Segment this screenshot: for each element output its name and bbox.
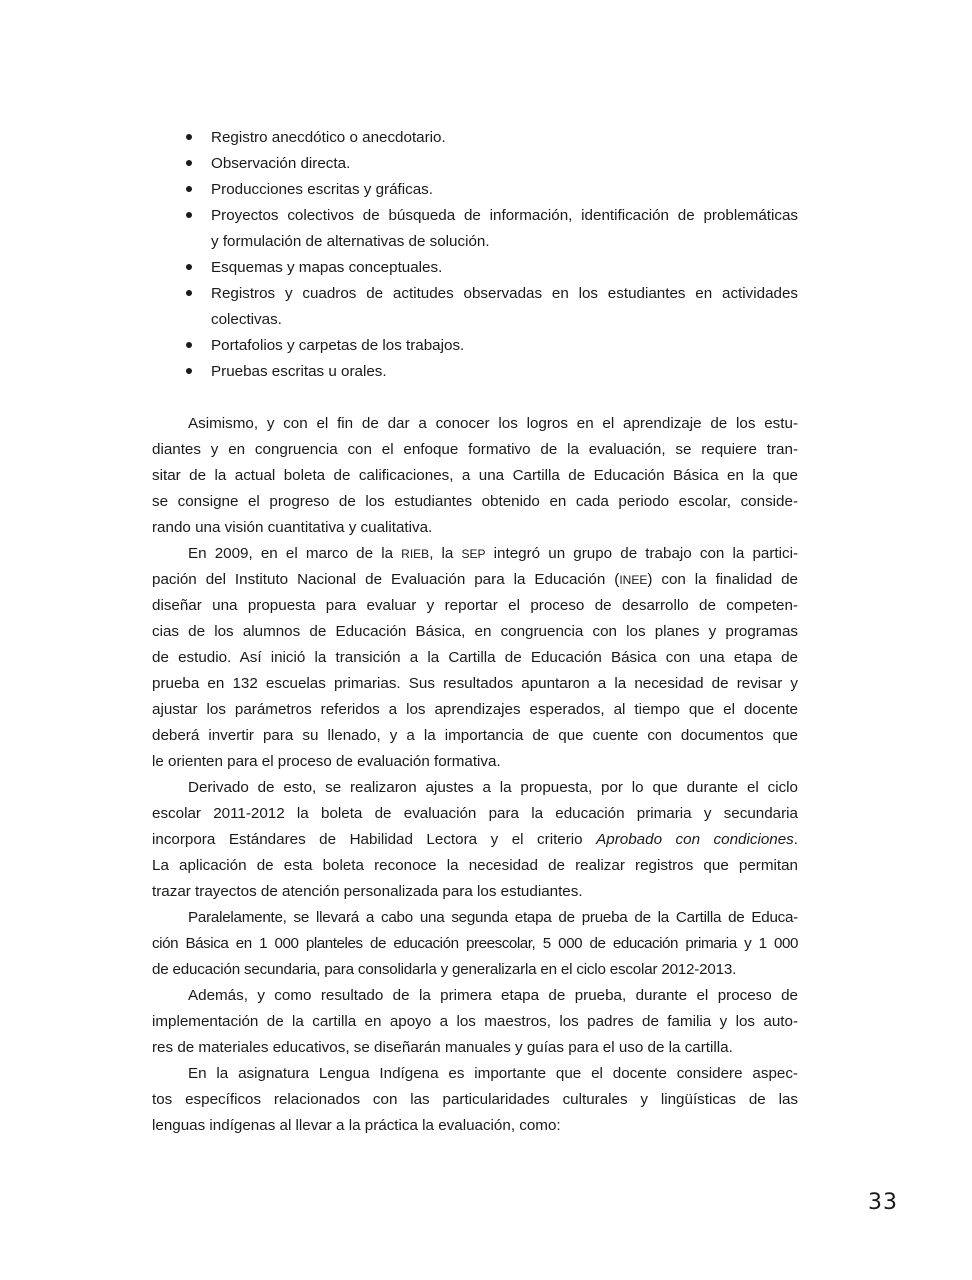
abbreviation-sep: SEP (461, 547, 486, 561)
list-item-text: Pruebas escritas u orales. (211, 363, 387, 380)
bullet-icon (186, 186, 192, 192)
text-line: rando una visión cuantitativa y cualitativa. (152, 519, 433, 536)
bullet-icon (186, 212, 192, 218)
text-line: La aplicación de esta boleta reconoce la necesidad de realizar registros que permitan (152, 857, 798, 874)
text-line (152, 827, 798, 853)
body-text (152, 411, 798, 1139)
text-run: En 2009, en el marco de la (188, 545, 402, 562)
text-run: . (793, 831, 798, 848)
paragraph-ajustes (152, 775, 798, 905)
list-item-text: y formulación de alternativas de solución. (211, 233, 490, 250)
paragraph-2009-rieb (152, 541, 798, 775)
list-item (186, 151, 798, 177)
text-line: En la asignatura Lengua Indígena es importante que el docente considere aspec- (188, 1065, 798, 1082)
abbreviation-rieb: RIEB (401, 547, 430, 561)
text-line: trazar trayectos de atención personalizada para los estudiantes. (152, 883, 583, 900)
bullet-icon (186, 342, 192, 348)
list-item (186, 359, 798, 385)
text-line: escolar 2011-2012 la boleta de evaluación para la educación primaria y secundaria (152, 805, 798, 822)
abbreviation-inee: INEE (619, 573, 648, 587)
text-line: ción Básica en 1 000 planteles de educación preescolar, 5 000 de educación primaria y 1 000 (152, 935, 798, 952)
text-line: implementación de la cartilla en apoyo a los maestros, los padres de familia y los auto- (152, 1013, 798, 1030)
text-run: , la (429, 545, 462, 562)
text-run: incorpora Estándares de Habilidad Lectora y el criterio (152, 831, 597, 848)
text-line: ajustar los parámetros referidos a los aprendizajes esperados, al tiempo que el docente (152, 701, 798, 718)
paragraph-manuales (152, 983, 798, 1061)
text-run: integró un grupo de trabajo con la partici- (485, 545, 799, 562)
text-line: de estudio. Así inició la transición a la Cartilla de Educación Básica con una etapa de (152, 649, 798, 666)
list-item (186, 177, 798, 203)
bullet-icon (186, 160, 192, 166)
paragraph-segunda-etapa (152, 905, 798, 983)
text-line: Paralelamente, se llevará a cabo una segunda etapa de prueba de la Cartilla de Educa- (188, 909, 798, 926)
text-line: cias de los alumnos de Educación Básica, en congruencia con los planes y programas (152, 623, 798, 640)
list-item-text: Registro anecdótico o anecdotario. (211, 129, 446, 146)
text-run: ) con la finalidad de (647, 571, 799, 588)
text-line: diseñar una propuesta para evaluar y reportar el proceso de desarrollo de competen- (152, 597, 798, 614)
bullet-icon (186, 368, 192, 374)
text-run: pación del Instituto Nacional de Evaluación para la Educación ( (152, 571, 620, 588)
text-line: res de materiales educativos, se diseñarán manuales y guías para el uso de la cartilla. (152, 1039, 733, 1056)
list-item-text: Producciones escritas y gráficas. (211, 181, 433, 198)
text-line: se consigne el progreso de los estudiantes obtenido en cada periodo escolar, conside- (152, 493, 798, 510)
text-line: tos específicos relacionados con las particularidades culturales y lingüísticas de las (152, 1091, 798, 1108)
list-item (186, 255, 798, 281)
list-item-text: Portafolios y carpetas de los trabajos. (211, 337, 465, 354)
bullet-icon (186, 264, 192, 270)
text-line (152, 567, 798, 593)
text-line: de educación secundaria, para consolidarla y generalizarla en el ciclo escolar 2012-2013. (152, 961, 737, 978)
text-line: Además, y como resultado de la primera etapa de prueba, durante el proceso de (188, 987, 798, 1004)
list-item-text: Registros y cuadros de actitudes observadas en los estudiantes en actividades (211, 285, 798, 302)
list-item (186, 333, 798, 359)
text-line (152, 541, 798, 567)
text-line: Derivado de esto, se realizaron ajustes a la propuesta, por lo que durante el ciclo (188, 779, 798, 796)
text-line: sitar de la actual boleta de calificaciones, a una Cartilla de Educación Básica en la que (152, 467, 798, 484)
list-item (186, 203, 798, 255)
text-line: Asimismo, y con el fin de dar a conocer los logros en el aprendizaje de los estu- (188, 415, 798, 432)
evaluation-instruments-list (186, 125, 798, 385)
text-line: deberá invertir para su llenado, y a la importancia de que cuente con documentos que (152, 727, 798, 744)
bullet-icon (186, 290, 192, 296)
text-line: lenguas indígenas al llevar a la práctica la evaluación, como: (152, 1117, 561, 1134)
list-item-text: Observación directa. (211, 155, 351, 172)
paragraph-lengua-indigena (152, 1061, 798, 1139)
list-item (186, 125, 798, 151)
text-line: prueba en 132 escuelas primarias. Sus resultados apuntaron a la necesidad de revisar y (152, 675, 798, 692)
bullet-icon (186, 134, 192, 140)
list-item-text: Esquemas y mapas conceptuales. (211, 259, 443, 276)
list-item-text: colectivas. (211, 311, 282, 328)
paragraph-cartilla-intro (152, 411, 798, 541)
list-item-text: Proyectos colectivos de búsqueda de información, identificación de problemáticas (211, 207, 798, 224)
text-line: diantes y en congruencia con el enfoque formativo de la evaluación, se requiere tran- (152, 441, 798, 458)
italic-term: Aprobado con condiciones (596, 831, 794, 848)
list-item (186, 281, 798, 333)
text-line: le orienten para el proceso de evaluación formativa. (152, 753, 501, 770)
page-number: 33 (868, 1190, 898, 1215)
